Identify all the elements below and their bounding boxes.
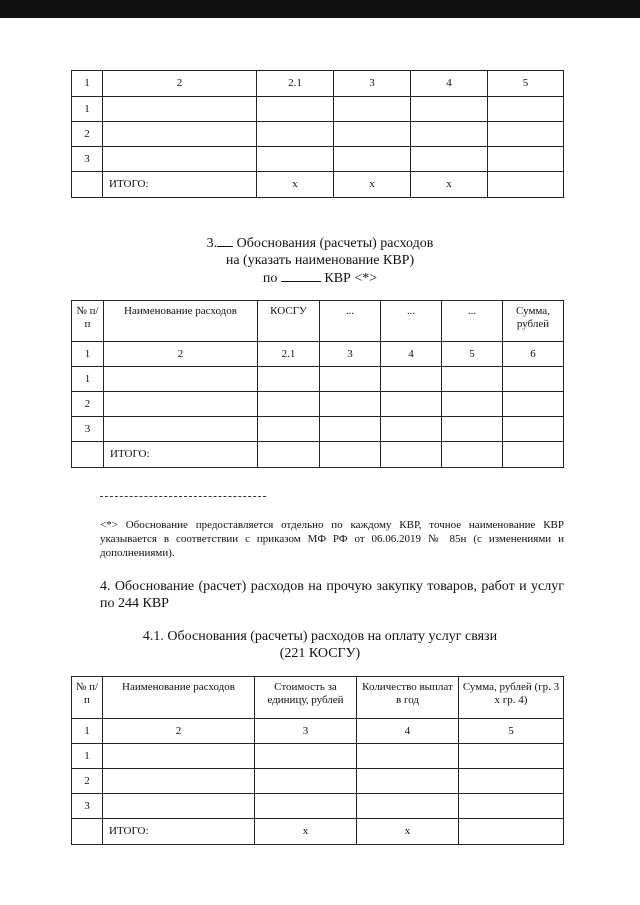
- row3-cell-4: [334, 147, 411, 172]
- total-cell-5: [381, 442, 442, 468]
- row3-cell-3: [258, 417, 320, 442]
- total-cell-4: х: [357, 819, 459, 845]
- header-cell-3: КОСГУ: [258, 301, 320, 342]
- row1-cell-7: [503, 367, 564, 392]
- row2-cell-1: 2: [72, 392, 104, 417]
- total-cell-2: ИТОГО:: [104, 442, 258, 468]
- table-row: [72, 147, 564, 172]
- col-number-1: 1: [72, 719, 103, 744]
- row3-cell-7: [503, 417, 564, 442]
- row2-cell-5: [411, 122, 488, 147]
- row2-cell-2: [104, 392, 258, 417]
- header-row: [72, 677, 564, 719]
- col-number-4: 4: [357, 719, 459, 744]
- row2-cell-2: [103, 122, 257, 147]
- row1-cell-4: [357, 744, 459, 769]
- col-number-2: 2: [103, 71, 257, 97]
- table-row: [72, 392, 564, 417]
- header-cell-6: ...: [442, 301, 503, 342]
- total-cell-4: [320, 442, 381, 468]
- table-row: [72, 744, 564, 769]
- row3-cell-6: [488, 147, 564, 172]
- row1-cell-1: 1: [72, 367, 104, 392]
- row1-cell-5: [381, 367, 442, 392]
- row1-cell-4: [334, 97, 411, 122]
- header-cell-3: Стоимость за единицу, рублей: [255, 677, 357, 719]
- total-cell-3: [258, 442, 320, 468]
- row2-cell-5: [459, 769, 564, 794]
- row2-cell-6: [442, 392, 503, 417]
- row3-cell-2: [103, 794, 255, 819]
- row1-cell-2: [103, 97, 257, 122]
- row3-cell-6: [442, 417, 503, 442]
- total-row: [72, 819, 564, 845]
- blank-field: [281, 269, 321, 282]
- header-row: [72, 301, 564, 342]
- total-cell-2: ИТОГО:: [103, 819, 255, 845]
- col-number-5: 5: [459, 719, 564, 744]
- header-cell-7: Сумма, рублей: [503, 301, 564, 342]
- row2-cell-3: [258, 392, 320, 417]
- row1-cell-2: [104, 367, 258, 392]
- footnote-text: <*> Обоснование предоставляется отдельно по каждому КВР, точное наименование КВР указывается в соответствии с приказом МФ РФ от 06.06.2019 № 85н (с изменениями и дополнениями).: [100, 519, 564, 559]
- total-cell-3: х: [257, 172, 334, 198]
- row1-cell-4: [320, 367, 381, 392]
- total-cell-7: [503, 442, 564, 468]
- section-4-1-line2: (221 КОСГУ): [279, 646, 361, 661]
- row3-cell-4: [320, 417, 381, 442]
- section-3-line2: на (указать наименование КВР): [225, 253, 415, 268]
- header-cell-2: Наименование расходов: [103, 677, 255, 719]
- row1-cell-5: [411, 97, 488, 122]
- row3-cell-3: [255, 794, 357, 819]
- section-3-prefix: по: [262, 271, 278, 286]
- blank-field: [217, 234, 233, 247]
- row2-cell-4: [357, 769, 459, 794]
- row1-cell-3: [255, 744, 357, 769]
- row2-cell-5: [381, 392, 442, 417]
- section-4-heading: 4. Обоснование (расчет) расходов на прочую закупку товаров, работ и услуг по 244 КВР: [100, 579, 564, 611]
- row2-cell-6: [488, 122, 564, 147]
- header-cell-4: ...: [320, 301, 381, 342]
- row3-cell-3: [257, 147, 334, 172]
- total-cell-1: [72, 819, 103, 845]
- total-cell-2: ИТОГО:: [103, 172, 257, 198]
- header-cell-4: Количество выплат в год: [357, 677, 459, 719]
- row2-cell-3: [255, 769, 357, 794]
- table-continuation: [71, 70, 564, 198]
- row2-cell-2: [103, 769, 255, 794]
- section-4-1-line1: 4.1. Обоснования (расчеты) расходов на оплату услуг связи: [142, 629, 498, 644]
- col-number-5: 4: [411, 71, 488, 97]
- row1-cell-2: [103, 744, 255, 769]
- section-3-line3: [140, 269, 500, 287]
- table-row: [72, 97, 564, 122]
- column-number-row: [72, 342, 564, 367]
- footnote-separator: [100, 496, 266, 497]
- row1-cell-3: [257, 97, 334, 122]
- total-cell-3: х: [255, 819, 357, 845]
- row1-cell-1: 1: [72, 97, 103, 122]
- table-row: [72, 122, 564, 147]
- row1-cell-1: 1: [72, 744, 103, 769]
- total-cell-4: х: [334, 172, 411, 198]
- header-cell-2: Наименование расходов: [104, 301, 258, 342]
- row3-cell-5: [459, 794, 564, 819]
- col-number-5: 4: [381, 342, 442, 367]
- row2-cell-7: [503, 392, 564, 417]
- table-row: [72, 769, 564, 794]
- header-cell-1: № п/п: [72, 301, 104, 342]
- col-number-2: 2: [103, 719, 255, 744]
- total-cell-1: [72, 172, 103, 198]
- row1-cell-6: [442, 367, 503, 392]
- total-cell-1: [72, 442, 104, 468]
- row3-cell-5: [411, 147, 488, 172]
- total-cell-6: [488, 172, 564, 198]
- row3-cell-1: 3: [72, 147, 103, 172]
- col-number-6: 5: [488, 71, 564, 97]
- table-kvr: [71, 300, 564, 468]
- row3-cell-4: [357, 794, 459, 819]
- col-number-3: 2.1: [258, 342, 320, 367]
- section-3-suffix: КВР <*>: [324, 271, 378, 286]
- total-cell-5: [459, 819, 564, 845]
- section-4-1-heading: [120, 628, 520, 662]
- table-row: [72, 417, 564, 442]
- column-number-row: [72, 719, 564, 744]
- row3-cell-2: [104, 417, 258, 442]
- section-3-line1: [140, 234, 500, 252]
- section-3-title: Обоснования (расчеты) расходов: [236, 236, 434, 251]
- header-cell-5: ...: [381, 301, 442, 342]
- top-scan-border: [0, 0, 640, 18]
- col-number-6: 5: [442, 342, 503, 367]
- row3-cell-5: [381, 417, 442, 442]
- section-3-heading: [140, 234, 500, 287]
- table-row: [72, 794, 564, 819]
- col-number-4: 3: [334, 71, 411, 97]
- row2-cell-4: [334, 122, 411, 147]
- col-number-7: 6: [503, 342, 564, 367]
- col-number-1: 1: [72, 71, 103, 97]
- row1-cell-5: [459, 744, 564, 769]
- col-number-4: 3: [320, 342, 381, 367]
- row1-cell-3: [258, 367, 320, 392]
- row1-cell-6: [488, 97, 564, 122]
- column-number-row: [72, 71, 564, 97]
- table-communication: [71, 676, 564, 845]
- total-cell-5: х: [411, 172, 488, 198]
- total-row: [72, 442, 564, 468]
- row3-cell-2: [103, 147, 257, 172]
- col-number-1: 1: [72, 342, 104, 367]
- row3-cell-1: 3: [72, 417, 104, 442]
- col-number-3: 3: [255, 719, 357, 744]
- col-number-2: 2: [104, 342, 258, 367]
- col-number-3: 2.1: [257, 71, 334, 97]
- table-row: [72, 367, 564, 392]
- total-row: [72, 172, 564, 198]
- header-cell-5: Сумма, рублей (гр. 3 х гр. 4): [459, 677, 564, 719]
- row2-cell-4: [320, 392, 381, 417]
- row2-cell-1: 2: [72, 122, 103, 147]
- row2-cell-3: [257, 122, 334, 147]
- total-cell-6: [442, 442, 503, 468]
- section-3-number: 3.: [206, 236, 218, 251]
- header-cell-1: № п/п: [72, 677, 103, 719]
- row3-cell-1: 3: [72, 794, 103, 819]
- row2-cell-1: 2: [72, 769, 103, 794]
